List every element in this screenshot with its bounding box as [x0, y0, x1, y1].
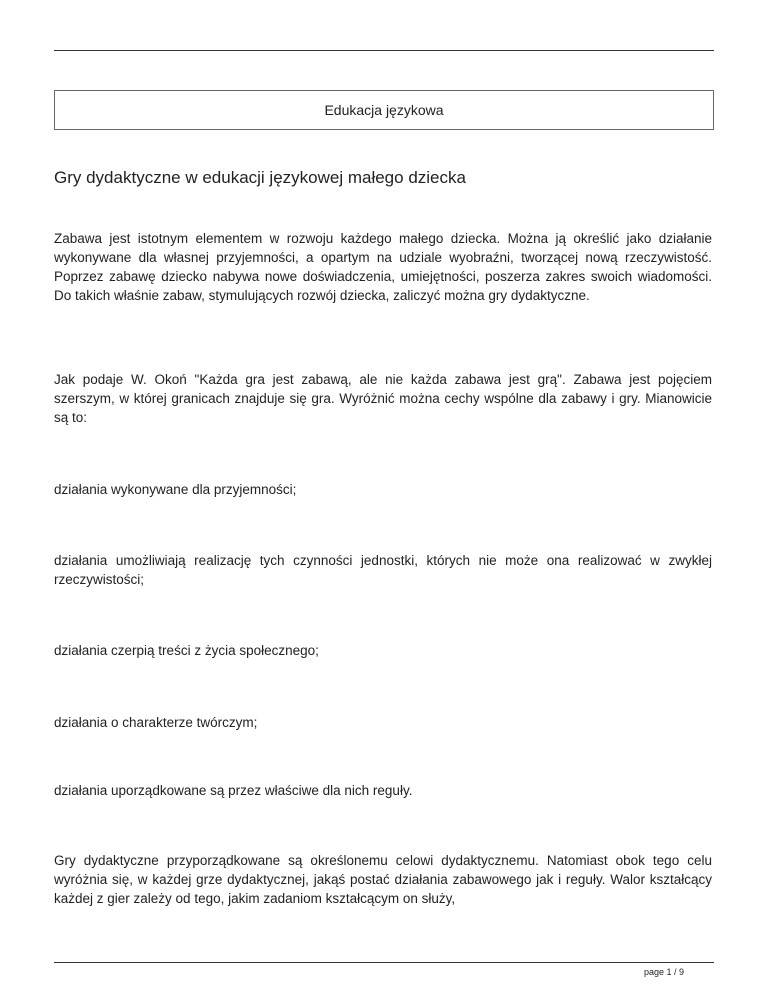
- top-rule: [54, 50, 714, 51]
- list-item-3: działania czerpią treści z życia społecznego;: [54, 643, 319, 658]
- page-number: page 1 / 9: [643, 967, 684, 977]
- list-item-1: działania wykonywane dla przyjemności;: [54, 482, 297, 497]
- page-title: Gry dydaktyczne w edukacji językowej małego dziecka: [54, 168, 466, 187]
- list-item-2: działania umożliwiają realizację tych czynności jednostki, których nie może ona realizować w zwykłej rzeczywistości;: [54, 553, 712, 587]
- paragraph-intro: Zabawa jest istotnym elementem w rozwoju każdego małego dziecka. Można ją określić jako działanie wykonywane dla własnej przyjemności, a opartym na udziale wyobraźni, tworzącej nową rzeczywistość. Poprzez zabawę dziecko nabywa nowe doświadczenia, umiejętności, poszerza zakres swoich wiadomości. Do takich właśnie zabaw, stymulujących rozwój dziecka, zaliczyć można gry dydaktyczne.: [54, 231, 712, 303]
- paragraph-okon: Jak podaje W. Okoń "Każda gra jest zabawą, ale nie każda zabawa jest grą". Zabawa jest pojęciem szerszym, w której granicach znajduje się gra. Wyróżnić można cechy wspólne dla zabawy i gry. Mianowicie są to:: [54, 372, 712, 425]
- header-box: [54, 90, 714, 130]
- bottom-rule: [54, 962, 714, 963]
- paragraph-gry: Gry dydaktyczne przyporządkowane są określonemu celowi dydaktycznemu. Natomiast obok tego celu wyróżnia się, w każdej grze dydaktycznej, jakąś postać działania zabawowego jak i reguły. Walor kształcący każdej z gier zależy od tego, jakim zadaniom kształcącym on służy,: [54, 853, 712, 906]
- header-text: Edukacja językowa: [324, 102, 444, 118]
- list-item-4: działania o charakterze twórczym;: [54, 715, 258, 730]
- list-item-5: działania uporządkowane są przez właściwe dla nich reguły.: [54, 783, 413, 798]
